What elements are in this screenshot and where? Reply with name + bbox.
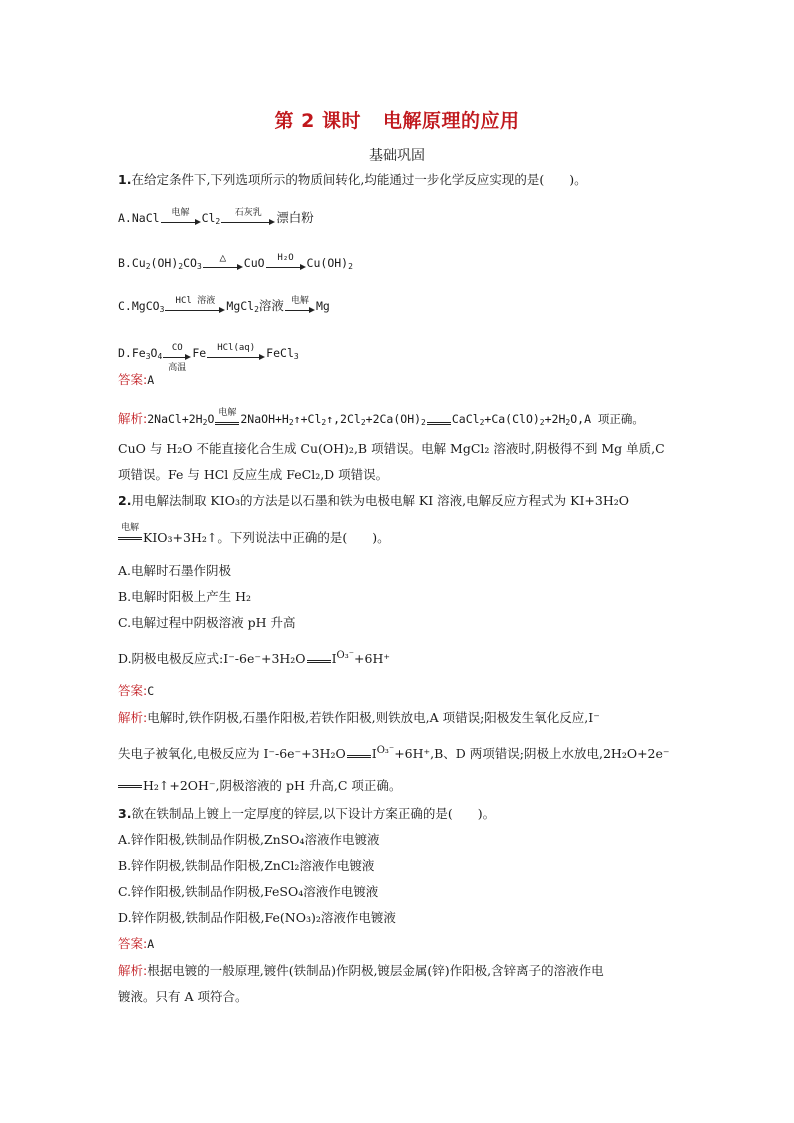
q2-explanation-line-2: 失电子被氧化,电极反应为 I⁻-6e⁻+3H₂O $I^{O_3^-}+6H^+,B$、D 两项错误;阴极上水放电,2H₂O+2e⁻ bbox=[118, 745, 670, 765]
q2-answer: 答案:C bbox=[118, 683, 155, 698]
q3-option-b: B.锌作阴极,铁制品作阳极,ZnCl₂溶液作电镀液 bbox=[118, 858, 375, 873]
q3-explanation-line-1: 解析:根据电镀的一般原理,镀件(铁制品)作阴极,镀层金属(锌)作阳极,含锌离子的溶液作电 bbox=[118, 963, 604, 978]
q1-explanation-line-1: 解析$:2NaCl+2H_2O$ 电解 $2NaOH+H_2↑+Cl_2↑,2Cl_2+2Ca(OH)_2$ $CaCl_2+Ca(ClO)_2+2H_2O,A$ 项正确。 bbox=[118, 410, 644, 432]
equals-sign bbox=[118, 777, 142, 795]
q3-answer: 答案:A bbox=[118, 936, 155, 951]
reaction-arrow: △ bbox=[203, 258, 243, 276]
reaction-arrow: 电解 bbox=[285, 301, 315, 319]
q1-option-b: $B.Cu_2(OH)_2CO_3$ △ CuO H₂O $Cu(OH)_2$ bbox=[118, 254, 353, 276]
q3-option-a: A.锌作阳极,铁制品作阴极,ZnSO₄溶液作电镀液 bbox=[118, 832, 380, 847]
q3-option-c: C.锌作阳极,铁制品作阴极,FeSO₄溶液作电镀液 bbox=[118, 884, 379, 899]
q2-explanation-line-3: H₂↑+2OH⁻,阴极溶液的 pH 升高,C 项正确。 bbox=[118, 777, 401, 795]
title-topic: 电解原理的应用 bbox=[382, 110, 520, 132]
reaction-arrow: HCl(aq) bbox=[207, 348, 265, 366]
reaction-arrow: H₂O bbox=[266, 258, 306, 276]
q1-stem: 1.在给定条件下,下列选项所示的物质间转化,均能通过一步化学反应实现的是( )。 bbox=[118, 172, 587, 187]
title-lesson: 第 2 课时 bbox=[274, 110, 361, 132]
reaction-arrow: HCl 溶液 bbox=[165, 301, 225, 319]
q2-stem-line-2: 电解 KIO₃+3H₂↑。下列说法中正确的是( )。 bbox=[118, 529, 390, 547]
q2-option-d: D.阴极电极反应式:I⁻-6e⁻+3H₂O $I^{O_3^-}+6H^+$ bbox=[118, 650, 390, 670]
section-heading: 基础巩固 bbox=[369, 148, 425, 164]
q3-explanation-line-2: 镀液。只有 A 项符合。 bbox=[118, 989, 248, 1004]
reaction-arrow: 电解 bbox=[161, 213, 201, 231]
q2-stem-line-1: 2.用电解法制取 KIO₃的方法是以石墨和铁为电极电解 KI 溶液,电解反应方程式为 KI+3H₂O bbox=[118, 493, 629, 508]
equals-sign bbox=[347, 747, 371, 765]
reaction-arrow: 石灰乳 bbox=[221, 213, 275, 231]
page-title bbox=[0, 106, 794, 133]
q1-explanation-line-3: 项错误。Fe 与 HCl 反应生成 FeCl₂,D 项错误。 bbox=[118, 467, 389, 482]
equals-arrow: 电解 bbox=[215, 414, 239, 432]
q2-option-c: C.电解过程中阴极溶液 pH 升高 bbox=[118, 615, 296, 630]
equals-sign bbox=[307, 652, 331, 670]
q1-option-d: $D.Fe_3O_4$ CO 高温 Fe HCl(aq) FeCl$_3$ bbox=[118, 343, 299, 373]
equals-sign bbox=[427, 414, 451, 432]
q1-explanation-line-2: CuO 与 H₂O 不能直接化合生成 Cu(OH)₂,B 项错误。电解 MgCl₂ 溶液时,阴极得不到 Mg 单质,C bbox=[118, 441, 665, 456]
q1-option-c: C.MgCO$_3$ HCl 溶液 MgCl$_2$溶液 电解 Mg bbox=[118, 297, 330, 319]
q1-option-a: A.NaCl 电解 $Cl_2$ 石灰乳 漂白粉 bbox=[118, 209, 314, 231]
q2-option-b: B.电解时阳极上产生 H₂ bbox=[118, 589, 252, 604]
equals-arrow: 电解 bbox=[118, 529, 142, 547]
q3-option-d: D.锌作阴极,铁制品作阳极,Fe(NO₃)₂溶液作电镀液 bbox=[118, 910, 396, 925]
q1-answer: 答案:A bbox=[118, 372, 155, 387]
q2-explanation-line-1: 解析:电解时,铁作阴极,石墨作阳极,若铁作阳极,则铁放电,A 项错误;阳极发生氧化反应,I⁻ bbox=[118, 710, 600, 725]
q2-option-a: A.电解时石墨作阴极 bbox=[118, 563, 232, 578]
q3-stem: 3.欲在铁制品上镀上一定厚度的锌层,以下设计方案正确的是( )。 bbox=[118, 806, 496, 821]
reaction-arrow: CO 高温 bbox=[163, 348, 191, 366]
